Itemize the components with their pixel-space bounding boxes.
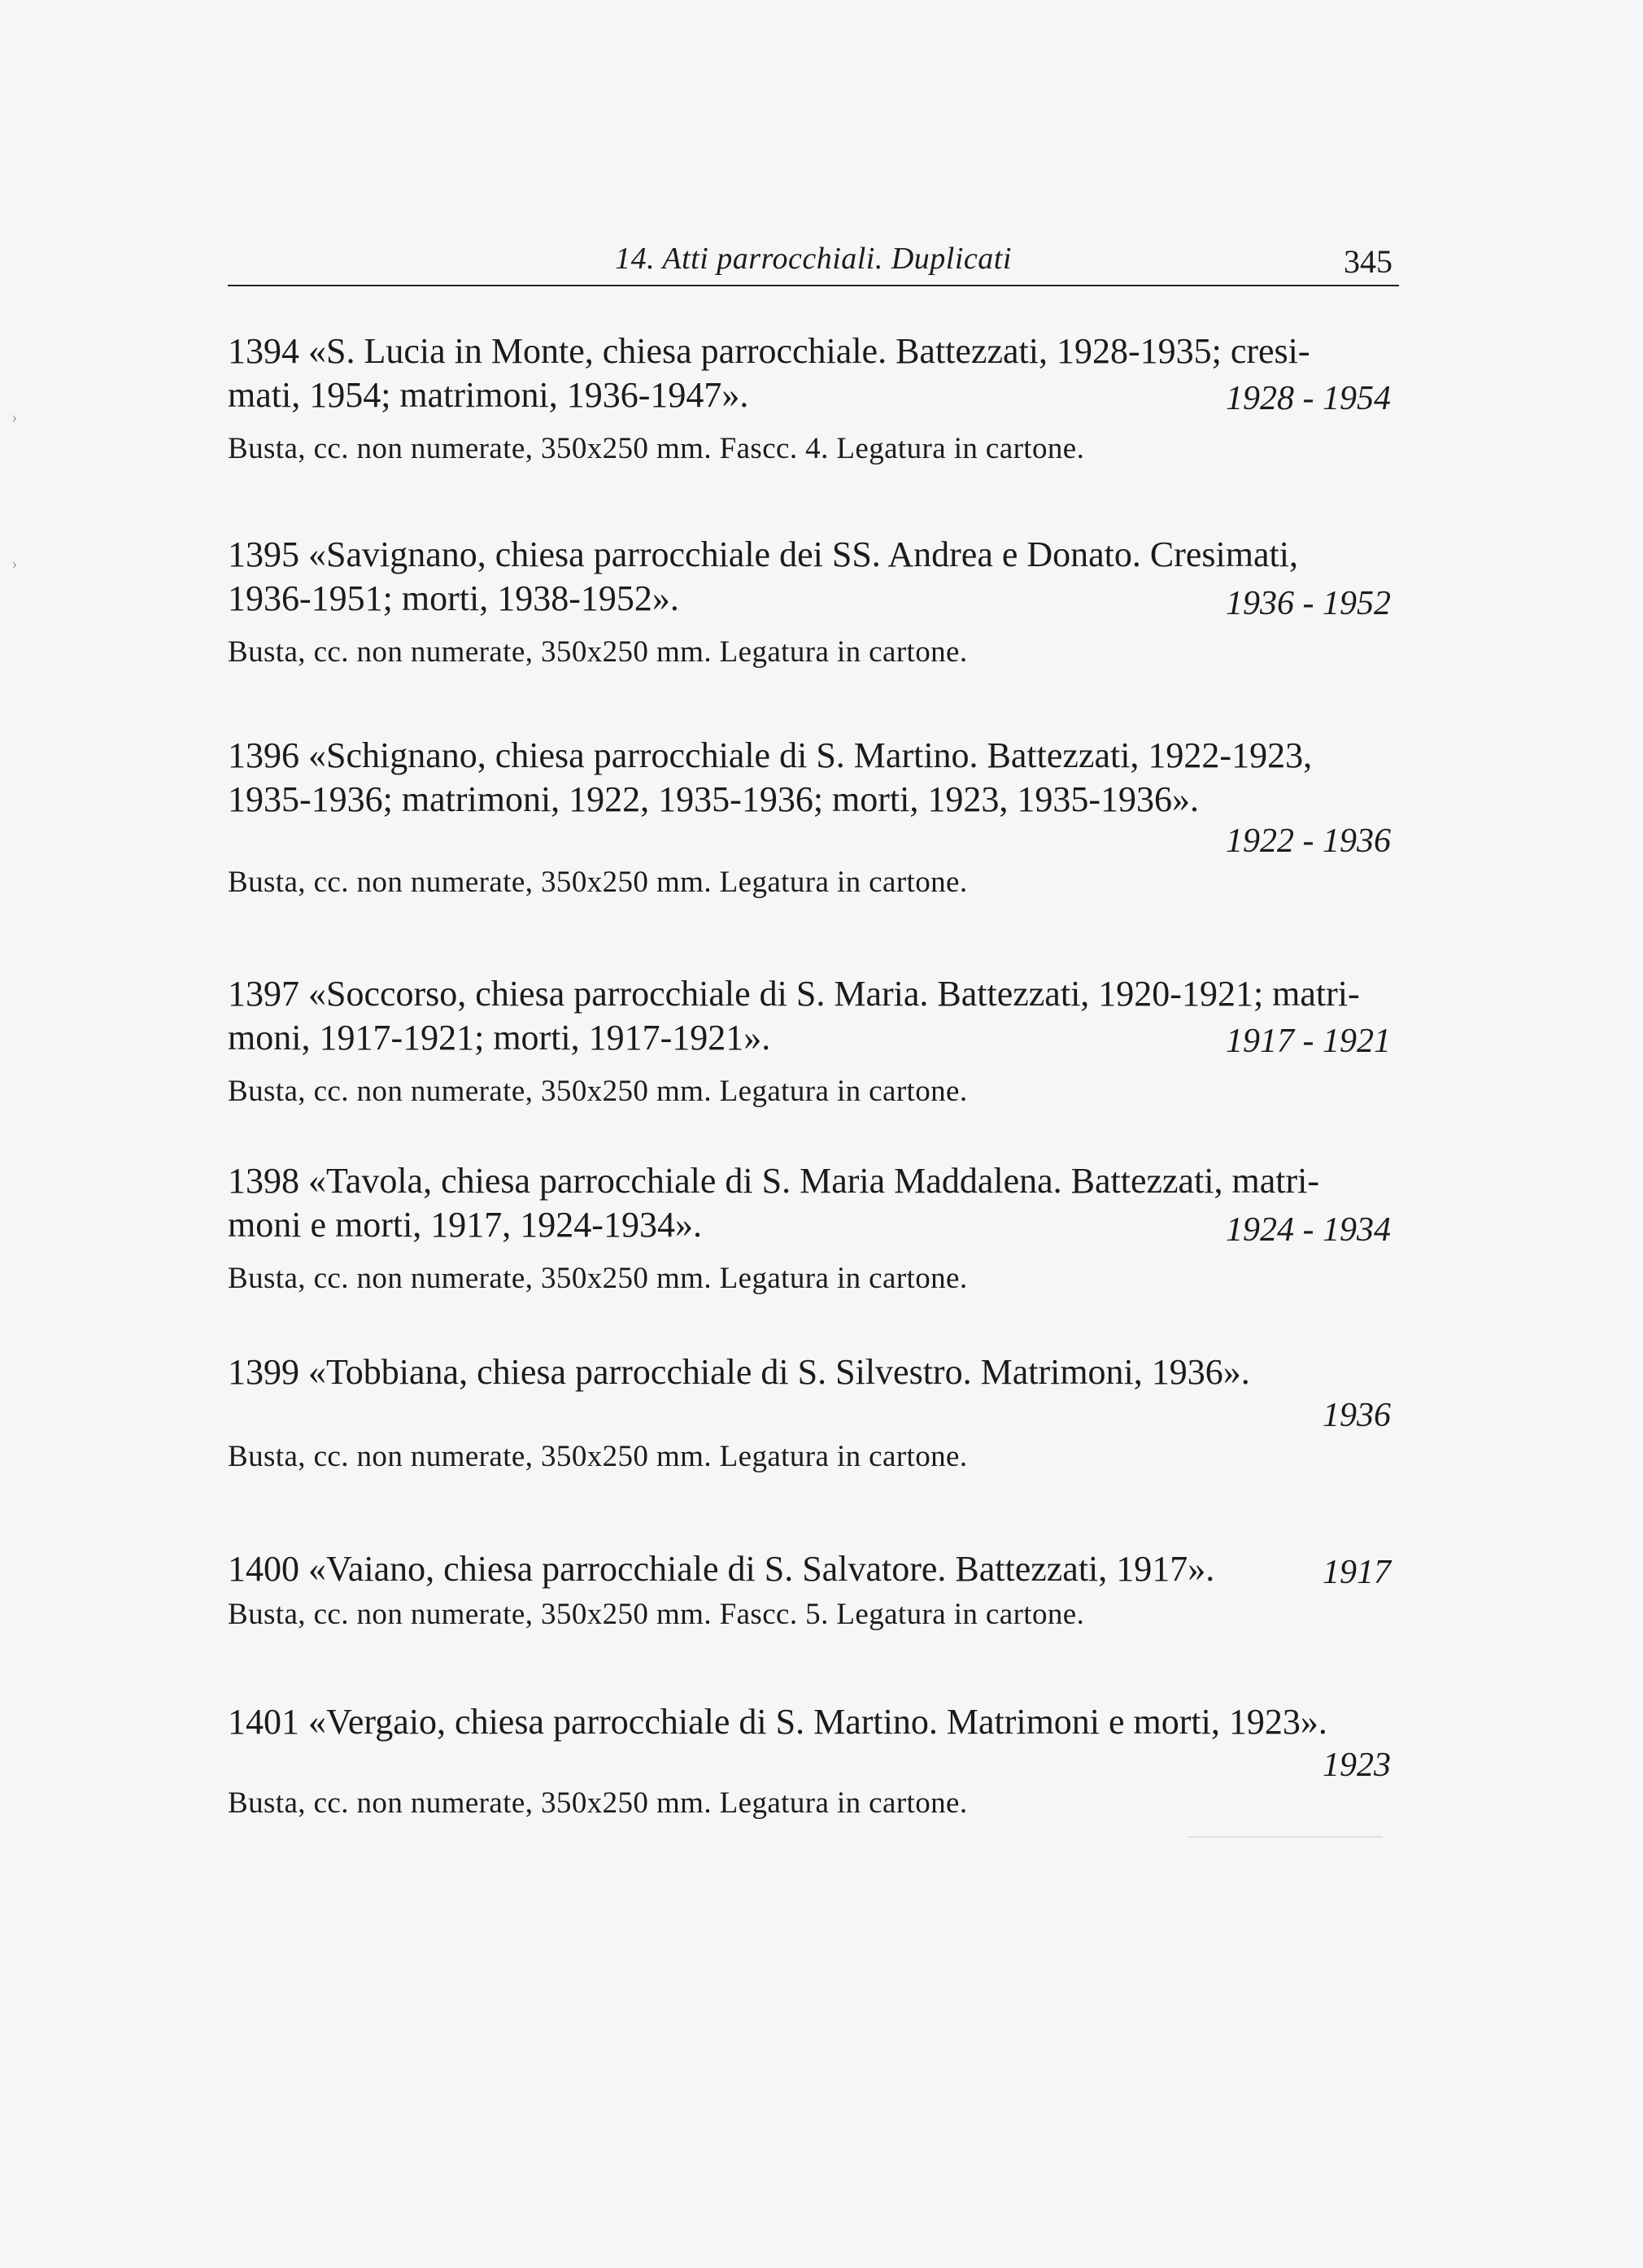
entry-title-line-1: 1399 «Tobbiana, chiesa parrocchiale di S. Silvestro. Matrimoni, 1936». [228,1352,1250,1392]
entry-title-line-2-text: mati, 1954; matrimoni, 1936-1947». [228,375,749,415]
catalog-entry-1401 [228,1700,1391,1822]
entry-title-line-1: 1397 «Soccorso, chiesa parrocchiale di S. Maria. Battezzati, 1920-1921; matri- [228,974,1360,1014]
entry-title-line-2: 1935-1936; matrimoni, 1922, 1935-1936; morti, 1923, 1935-1936». [228,779,1200,819]
entry-dates: 1936 [1323,1397,1391,1434]
entry-title-line-1: 1401 «Vergaio, chiesa parrocchiale di S. Martino. Matrimoni e morti, 1923». [228,1702,1327,1742]
entry-dates: 1922 - 1936 [1226,822,1391,860]
entry-title-line-1: 1394 «S. Lucia in Monte, chiesa parrocchiale. Battezzati, 1928-1935; cresi- [228,331,1310,371]
catalog-entry-1396 [228,734,1391,901]
entry-dates: 1917 - 1921 [1226,1023,1391,1060]
catalog-entry-1400 [228,1547,1391,1633]
entry-description: Busta, cc. non numerate, 350x250 mm. Fascc. 5. Legatura in cartone. [228,1598,1085,1631]
entry-description: Busta, cc. non numerate, 350x250 mm. Legatura in cartone. [228,1786,968,1820]
entry-title-line-2 [228,577,1391,621]
catalog-entry-1395 [228,533,1391,671]
entry-title-line-2 [228,1016,1391,1060]
entry-title-line-1-text: 1400 «Vaiano, chiesa parrocchiale di S. Salvatore. Battezzati, 1917». [228,1549,1215,1589]
entry-dates: 1928 - 1954 [1226,380,1391,417]
catalog-entry-1397 [228,972,1391,1110]
catalog-entry-1394 [228,329,1391,468]
entry-title-line-2-text: 1936-1951; morti, 1938-1952». [228,578,679,618]
entry-title-line-1: 1398 «Tavola, chiesa parrocchiale di S. Maria Maddalena. Battezzati, matri- [228,1161,1320,1201]
entry-title-line-2 [228,1203,1391,1247]
entry-title-line-2-text: moni e morti, 1917, 1924-1934». [228,1205,702,1245]
page-number: 345 [1344,243,1392,280]
edge-mark: › [11,553,18,574]
edge-mark: › [11,407,18,427]
entry-dates: 1923 [1323,1747,1391,1784]
entry-title-line-2-text: moni, 1917-1921; morti, 1917-1921». [228,1018,771,1058]
entry-dates: 1936 - 1952 [1226,585,1391,622]
page-header [228,236,1399,286]
entry-title-line-1: 1395 «Savignano, chiesa parrocchiale dei SS. Andrea e Donato. Cresimati, [228,534,1298,574]
catalog-entry-1399 [228,1350,1391,1476]
entry-title-line-1: 1396 «Schignano, chiesa parrocchiale di S. Martino. Battezzati, 1922-1923, [228,735,1313,775]
entry-dates: 1917 [1323,1554,1391,1591]
show-through-footnote-rule [1188,1836,1383,1838]
entry-description: Busta, cc. non numerate, 350x250 mm. Legatura in cartone. [228,1262,968,1295]
entry-description: Busta, cc. non numerate, 350x250 mm. Fascc. 4. Legatura in cartone. [228,432,1085,465]
entry-description: Busta, cc. non numerate, 350x250 mm. Legatura in cartone. [228,635,968,669]
entry-title-line-2 [228,373,1391,417]
entry-dates-line [228,1394,1391,1435]
catalog-entry-1398 [228,1159,1391,1298]
entry-description: Busta, cc. non numerate, 350x250 mm. Legatura in cartone. [228,866,968,899]
entry-description: Busta, cc. non numerate, 350x250 mm. Legatura in cartone. [228,1440,968,1473]
entry-dates-line [228,822,1391,862]
entry-dates-line [228,1744,1391,1785]
entry-dates: 1924 - 1934 [1226,1211,1391,1249]
running-title: 14. Atti parrocchiali. Duplicati [615,242,1012,276]
entry-title-line-1 [228,1547,1391,1591]
entry-description: Busta, cc. non numerate, 350x250 mm. Legatura in cartone. [228,1075,968,1108]
